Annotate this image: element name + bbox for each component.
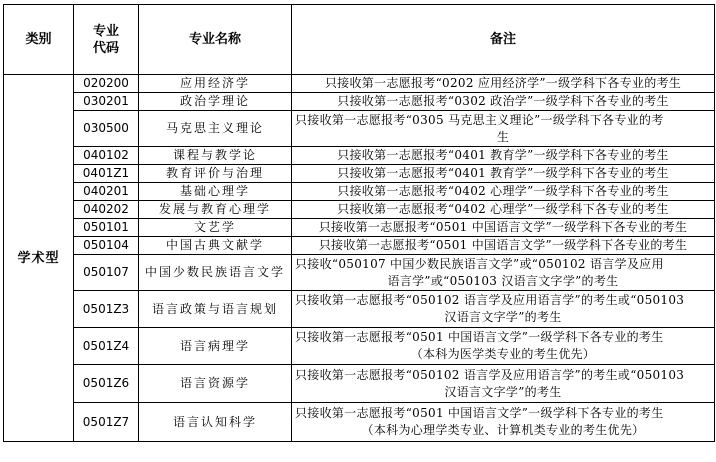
note-line: 只接收第一志愿报考“0202 应用经济学”一级学科下各专业的考生 [324,76,682,90]
table-row [4,403,715,442]
header-category: 类别 [4,5,74,75]
note-line: 汉语言文字学”的考生 [444,384,562,399]
note-cell [292,291,715,328]
note-line: 只接收第一志愿报考“0501 中国语言文学”一级学科下各专业的考生 [295,406,664,420]
table-row [4,165,715,183]
note-line: 生 [496,129,510,144]
note-cell [292,75,715,93]
note-line: 语言学”或“050103 汉语言文字学”的考生 [387,273,619,288]
note-cell [292,183,715,201]
code-cell: 0501Z7 [74,403,139,442]
header-name: 专业名称 [139,5,292,75]
table-row [4,93,715,111]
note-cell [292,93,715,111]
note-line: （本科为医学类专业的考生优先） [410,347,596,361]
name-cell: 教育评价与治理 [139,165,292,183]
note-cell [292,111,715,147]
table-row [4,255,715,291]
name-cell: 马克思主义理论 [139,111,292,147]
table-row [4,219,715,237]
code-cell: 040102 [74,147,139,165]
note-line: 只接收第一志愿报考“0305 马克思主义理论”一级学科下各专业的考 [295,112,664,127]
code-cell: 040201 [74,183,139,201]
code-cell: 0401Z1 [74,165,139,183]
table-row [4,291,715,328]
name-cell: 发展与教育心理学 [139,201,292,219]
header-code-line1: 专业 [92,23,119,39]
note-line: 只接收第一志愿报考“0402 心理学”一级学科下各专业的考生 [337,184,669,198]
name-cell: 语言认知科学 [139,403,292,442]
code-cell: 0501Z6 [74,365,139,403]
name-cell: 基础心理学 [139,183,292,201]
note-cell [292,403,715,442]
note-cell [292,237,715,255]
category-cell: 学术型 [4,75,74,442]
table-row [4,75,715,93]
name-cell: 中国古典文献学 [139,237,292,255]
header-code-line2: 代码 [92,40,119,56]
table-row [4,111,715,147]
name-cell: 应用经济学 [139,75,292,93]
name-cell: 政治学理论 [139,93,292,111]
header-code [74,5,139,75]
note-cell [292,255,715,291]
header-note: 备注 [292,5,715,75]
name-cell: 语言资源学 [139,365,292,403]
code-cell: 030500 [74,111,139,147]
note-line: 只接收第一志愿报考“0501 中国语言文学”一级学科下各专业的考生 [295,330,664,344]
note-cell [292,147,715,165]
note-line: 只接收“050107 中国少数民族语言文学”或“050102 语言学及应用 [295,256,664,271]
code-cell: 0501Z3 [74,291,139,328]
name-cell: 语言政策与语言规划 [139,291,292,328]
code-cell: 050107 [74,255,139,291]
note-line: 只接收第一志愿报考“0402 心理学”一级学科下各专业的考生 [337,202,669,216]
note-line: 只接收第一志愿报考“0501 中国语言文学”一级学科下各专业的考生 [318,220,688,234]
table-row [4,365,715,403]
table-body [4,75,715,442]
note-line: 只接收第一志愿报考“050102 语言学及应用语言学”的考生或“050103 [295,367,685,382]
note-line: 只接收第一志愿报考“0401 教育学”一级学科下各专业的考生 [337,148,669,162]
note-cell [292,219,715,237]
code-cell: 020200 [74,75,139,93]
note-line: 只接收第一志愿报考“0401 教育学”一级学科下各专业的考生 [337,166,669,180]
name-cell: 课程与教学论 [139,147,292,165]
code-cell: 050104 [74,237,139,255]
admissions-table [3,4,715,442]
table-row [4,328,715,365]
note-line: （本科为心理学类专业、计算机类专业的考生优先） [361,423,645,437]
name-cell: 中国少数民族语言文学 [139,255,292,291]
note-line: 只接收第一志愿报考“0302 政治学”一级学科下各专业的考生 [337,94,669,108]
note-cell [292,328,715,365]
note-cell [292,201,715,219]
note-cell [292,365,715,403]
table-row [4,237,715,255]
code-cell: 050101 [74,219,139,237]
note-line: 只接收第一志愿报考“050102 语言学及应用语言学”的考生或“050103 [295,293,685,307]
note-cell [292,165,715,183]
code-cell: 030201 [74,93,139,111]
name-cell: 语言病理学 [139,328,292,365]
note-line: 汉语言文字学”的考生 [444,310,562,324]
table-row [4,183,715,201]
name-cell: 文艺学 [139,219,292,237]
code-cell: 0501Z4 [74,328,139,365]
table-row [4,147,715,165]
code-cell: 040202 [74,201,139,219]
note-line: 只接收第一志愿报考“0501 中国语言文学”一级学科下各专业的考生 [318,238,688,252]
header-row [4,5,715,75]
table-row [4,201,715,219]
